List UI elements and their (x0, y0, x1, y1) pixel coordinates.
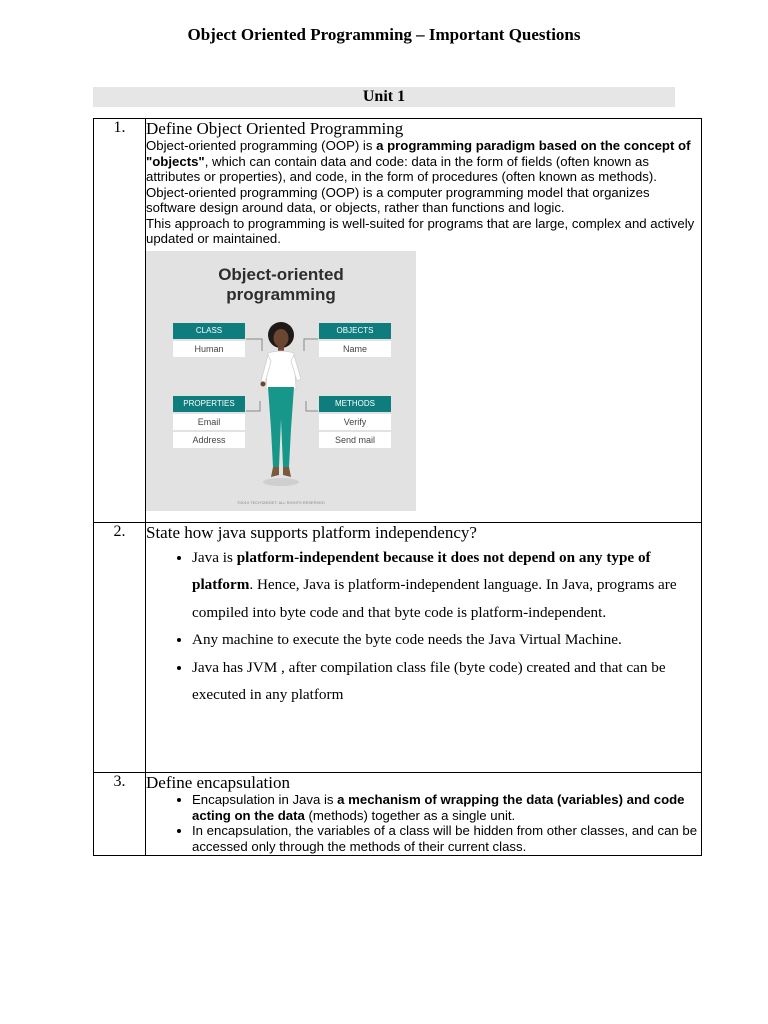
box-header: METHODS (319, 396, 391, 412)
box-item: Send mail (319, 430, 391, 448)
oop-illustration (146, 251, 416, 511)
answer-paragraph: This approach to programming is well-suited for programs that are large, complex and actively updated or maintained. (146, 215, 695, 246)
answer-text (146, 138, 701, 247)
properties-box (173, 396, 245, 448)
class-box (173, 323, 245, 357)
box-header: CLASS (173, 323, 245, 339)
text-run: . Hence, Java is platform-independent language. In Java, programs are compiled into byte code and that byte code is platform-independent. (192, 576, 677, 621)
question-cell (146, 119, 702, 523)
box-item: Address (173, 430, 245, 448)
unit-heading: Unit 1 (93, 87, 675, 107)
objects-box (319, 323, 391, 357)
text-run: (methods) together as a single unit. (304, 807, 516, 823)
table-row (94, 119, 702, 523)
question-cell (146, 523, 702, 773)
box-item: Email (173, 412, 245, 430)
question-number: 1. (94, 119, 146, 523)
text-run: , which can contain data and code: data in the form of fields (often known as attributes or properties), and code, in the form of procedures (often known as methods). (146, 153, 657, 184)
bold-text: a programming paradigm based on the concept of "objects" (146, 138, 691, 169)
question-number: 3. (94, 773, 146, 856)
box-item: Verify (319, 412, 391, 430)
question-number: 2. (94, 523, 146, 773)
box-item: Name (319, 339, 391, 357)
box-header: OBJECTS (319, 323, 391, 339)
questions-table (93, 118, 702, 856)
figure-title-line: programming (226, 284, 336, 304)
table-row (94, 773, 702, 856)
question-text: Define Object Oriented Programming (146, 119, 404, 138)
figure-footer: ©2019 TECHTARGET. ALL RIGHTS RESERVED (237, 499, 325, 505)
methods-box (319, 396, 391, 448)
text-run: Encapsulation in Java is (192, 792, 338, 807)
box-header: PROPERTIES (173, 396, 245, 412)
list-item: • Any machine to execute the byte code needs the Java Virtual Machine. (192, 626, 701, 653)
list-item (192, 792, 701, 823)
figure-title-line: Object-oriented (218, 264, 344, 284)
list-item (192, 544, 701, 626)
bold-text: platform-independent because it does not depend on any type of platform (192, 549, 651, 594)
page-title: Object Oriented Programming – Important Questions (187, 25, 581, 44)
box-item: Human (173, 339, 245, 357)
question-cell (146, 773, 702, 856)
list-item: • Java has JVM , after compilation class file (byte code) created and that can be executed in any platform (192, 654, 701, 709)
list-item: • In encapsulation, the variables of a class will be hidden from other classes, and can be accessed only through the methods of their current class. (192, 823, 701, 854)
answer-paragraph (146, 138, 701, 185)
text-run: Java is (192, 549, 237, 566)
bold-text: a mechanism of wrapping the data (variables) and code acting on the data (192, 792, 685, 823)
text-run: Object-oriented programming (OOP) is (146, 138, 377, 153)
person-figure-icon (251, 319, 311, 489)
question-text: State how java supports platform independency? (146, 523, 477, 542)
question-text: Define encapsulation (146, 773, 290, 792)
answer-paragraph: Object-oriented programming (OOP) is a computer programming model that organizes software design around data, or objects, rather than functions and logic. (146, 184, 650, 215)
table-row (94, 523, 702, 773)
bullet-list (146, 792, 701, 854)
bullet-list (146, 544, 701, 708)
